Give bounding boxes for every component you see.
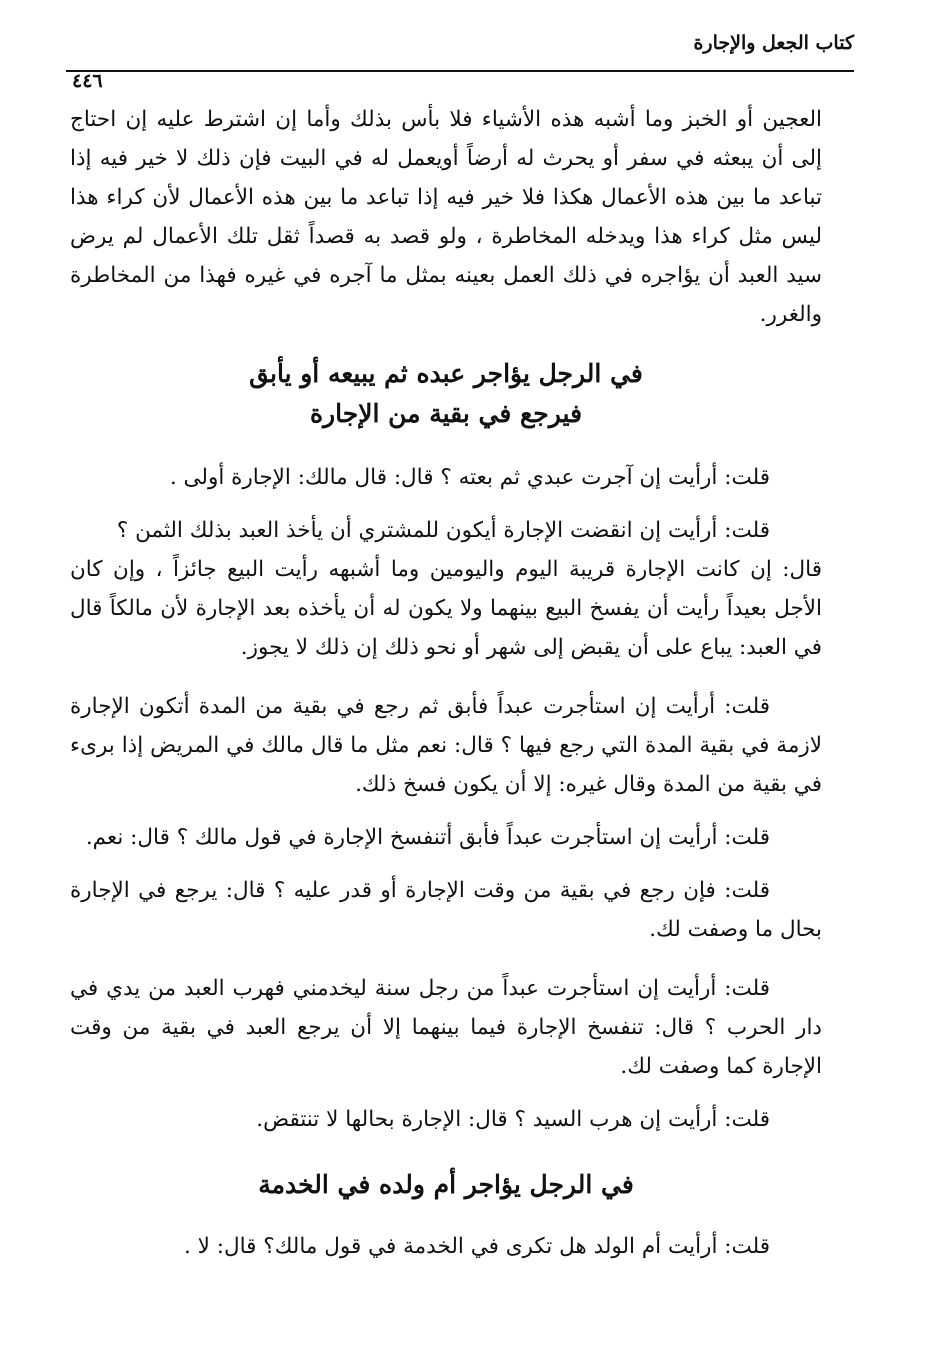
- section-heading-2: [70, 1165, 822, 1205]
- paragraph: العجين أو الخبز وما أشبه هذه الأشياء فلا بأس بذلك وأما إن اشترط عليه إن احتاج إلى أن يبعثه في سفر أو يحرث له أرضاً أويعمل له في البيت فإن ذلك لا خير فيه إذا تباعد ما بين هذه الأعمال هكذا فلا خير فيه إذا تباعد ما بين هذه الأعمال لأن كراء هذا ليس مثل كراء هذا ويدخله المخاطرة ، ولو قصد به قصداً ثقل تلك الأعمال لم يرض سيد العبد أن يؤاجره في ذلك العمل بعينه بمثل ما آجره في غيره فهذا من المخاطرة والغرر.: [70, 107, 822, 327]
- paragraph: قلت: أرأيت إن آجرت عبدي ثم بعته ؟ قال: قال مالك: الإجارة أولى .: [169, 465, 770, 490]
- paragraph: قلت: أرأيت إن استأجرت عبداً فأبق ثم رجع في بقية من المدة أتكون الإجارة لازمة في بقية المدة التي رجع فيها ؟ قال: نعم مثل ما قال مالك في المريض إذا برىء في بقية من المدة وقال غيره: إلا أن يكون فسخ ذلك.: [70, 694, 822, 797]
- section-heading-1: [70, 354, 822, 434]
- page-header: [66, 30, 854, 92]
- paragraph: قلت: أرأيت إن استأجرت عبداً من رجل سنة ليخدمني فهرب العبد من يدي في دار الحرب ؟ قال: تنفسخ الإجارة فيما بينهما إلا أن يرجع العبد في بقية من وقت الإجارة كما وصفت لك.: [70, 976, 822, 1079]
- section-heading-line: فيرجع في بقية من الإجارة: [309, 399, 583, 428]
- page-body: [70, 100, 822, 1266]
- paragraph: قلت: فإن رجع في بقية من وقت الإجارة أو قدر عليه ؟ قال: يرجع في الإجارة بحال ما وصفت لك.: [70, 878, 822, 942]
- section-heading-line: في الرجل يؤاجر عبده ثم يبيعه أو يأبق: [249, 359, 643, 388]
- running-title: كتاب الجعل والإجارة: [693, 32, 854, 54]
- paragraph: قلت: أرأيت إن انقضت الإجارة أيكون للمشتري أن يأخذ العبد بذلك الثمن ؟: [116, 518, 770, 543]
- paragraph: قال: إن كانت الإجارة قريبة اليوم واليومين وما أشبهه رأيت البيع جائزاً ، وإن كان الأجل بعيداً رأيت أن يفسخ البيع بينهما ولا يكون له أن يأخذه بعد الإجارة لأن مالكاً قال في العبد: يباع على أن يقبض إلى شهر أو نحو ذلك إن ذلك لا يجوز.: [70, 557, 822, 660]
- section-heading-line: في الرجل يؤاجر أم ولده في الخدمة: [258, 1170, 634, 1199]
- page-number: ٤٤٦: [72, 70, 103, 92]
- paragraph: قلت: أرأيت أم الولد هل تكرى في الخدمة في قول مالك؟ قال: لا .: [183, 1234, 770, 1259]
- paragraph: قلت: أرأيت إن استأجرت عبداً فأبق أتنفسخ الإجارة في قول مالك ؟ قال: نعم.: [85, 825, 770, 850]
- paragraph: قلت: أرأيت إن هرب السيد ؟ قال: الإجارة بحالها لا تنتقض.: [256, 1107, 770, 1132]
